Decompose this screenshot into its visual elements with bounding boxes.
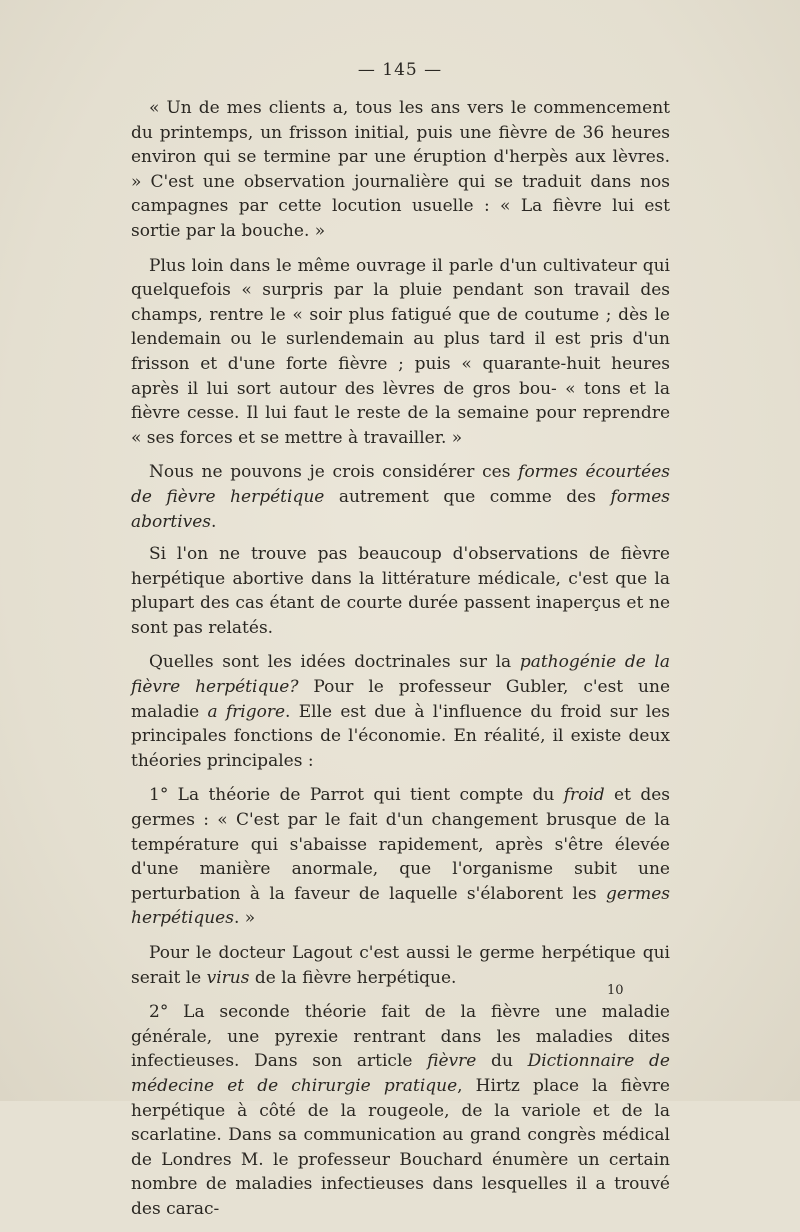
body-text — [131, 96, 670, 1232]
page-number: — 145 — — [357, 60, 443, 80]
paragraph: Si l'on ne trouve pas beaucoup d'observations de fièvre herpétique abortive dans la littérature médicale, c'est que la plupart des cas étant de courte durée passent inaperçus et ne sont pas relatés. — [131, 544, 670, 638]
paragraph: Plus loin dans le même ouvrage il parle d'un cultivateur qui quelquefois « surpris par la pluie pendant son travail des champs, rentre le « soir plus fatigué que de coutume ; dès le lendemain ou le surlendemain au plus tard il est pris d'un frisson et d'une forte fièvre ; puis « quarante-huit heures après il lui sort autour des lèvres de gros bou- « tons et la fièvre cesse. Il lui faut le reste de la semaine pour reprendre « ses forces et se mettre à travailler. » — [131, 255, 670, 448]
paragraph: « Un de mes clients a, tous les ans vers le commencement du printemps, un frisson initial, puis une fièvre de 36 heures environ qui se termine par une éruption d'herpès aux lèvres. » C'est une observation journalière qui se traduit dans nos campagnes par cette locution usuelle : « La fièvre lui est sortie par la bouche. » — [131, 98, 670, 241]
paragraph: Quelles sont les idées doctrinales sur la pathogénie de la fièvre herpétique? Pour le professeur Gubler, c'est une maladie a frigore. Elle est due à l'influence du froid sur les principales fonctions de l'économie. En réalité, il existe deux théories principales : — [131, 652, 671, 771]
paragraph: 1° La théorie de Parrot qui tient compte du froid et des germes : « C'est par le fait d'un changement brusque de la température qui s'abaisse rapidement, après s'être élevée d'une manière anormale, que l'organisme subit une perturbation à la faveur de laquelle s'élaborent les germes herpétiques. » — [131, 785, 670, 929]
signature-mark: 10 — [607, 983, 624, 998]
paragraph: Nous ne pouvons je crois considérer ces formes écourtées de fièvre herpétique autrement que comme des formes abortives. — [131, 462, 671, 532]
paragraph: 2° La seconde théorie fait de la fièvre une maladie générale, une pyrexie rentrant dans les maladies dites infectieuses. Dans son article fièvre du Dictionnaire de médecine et de chirurgie pratique, Hirtz place la fièvre herpétique à côté de la rougeole, de la variole et de la scarlatine. Dans sa communication au grand congrès médical de Londres M. le professeur Bouchard énumère un certain nombre de maladies infectieuses dans lesquelles il a trouvé des carac- — [131, 1002, 670, 1219]
paragraph: Pour le docteur Lagout c'est aussi le germe herpétique qui serait le virus de la fièvre herpétique. — [131, 943, 670, 988]
